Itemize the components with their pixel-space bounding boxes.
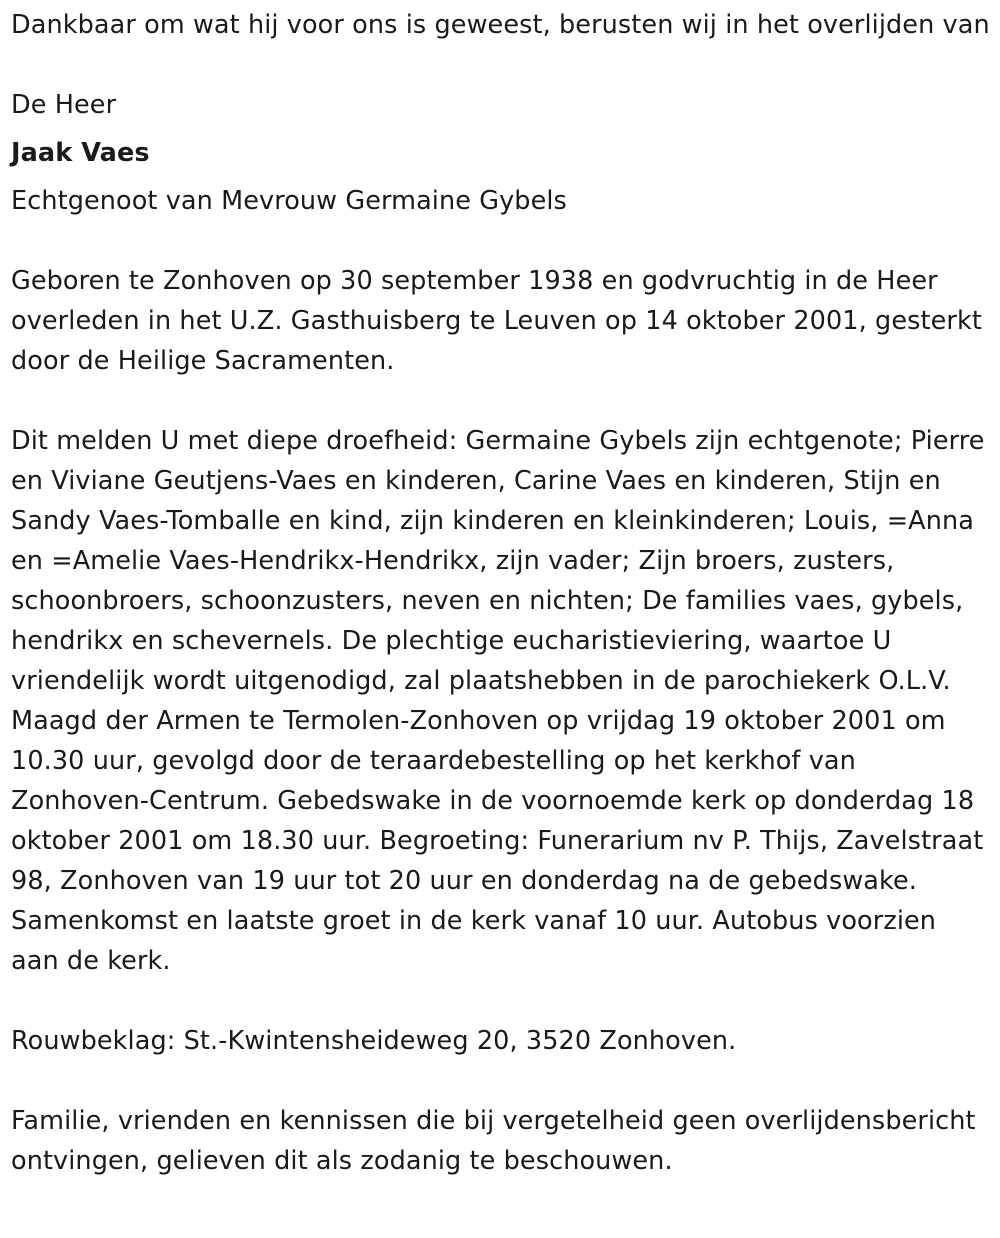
obituary-notice <box>11 5 991 1181</box>
intro-text: Dankbaar om wat hij voor ons is geweest, berusten wij in het overlijden van <box>11 10 990 40</box>
spouse-line: Echtgenoot van Mevrouw Germaine Gybels <box>11 186 567 216</box>
announcement-paragraph: Dit melden U met diepe droefheid: Germaine Gybels zijn echtgenote; Pierre en Viviane Geutjens-Vaes en kinderen, Carine Vaes en kinderen, Stijn en Sandy Vaes-Tomballe en kind, zijn kinderen en kleinkinderen; Louis, =Anna en =Amelie Vaes-Hendrikx-Hendrikx, zijn vader; Zijn broers, zusters, schoonbroers, schoonzusters, neven en nichten; De families vaes, gybels, hendrikx en schevernels. De plechtige eucharistieviering, waartoe U vriendelijk wordt uitgenodigd, zal plaatshebben in de parochiekerk O.L.V. Maagd der Armen te Termolen-Zonhoven op vrijdag 19 oktober 2001 om 10.30 uur, gevolgd door de teraardebestelling op het kerkhof van Zonhoven-Centrum. Gebedswake in de voornoemde kerk op donderdag 18 oktober 2001 om 18.30 uur. Begroeting: Funerarium nv P. Thijs, Zavelstraat 98, Zonhoven van 19 uur tot 20 uur en donderdag na de gebedswake. Samenkomst en laatste groet in de kerk vanaf 10 uur. Autobus voorzien aan de kerk. <box>11 426 985 976</box>
spacer <box>11 1061 991 1101</box>
closing-paragraph: Familie, vrienden en kennissen die bij vergetelheid geen overlijdensbericht ontvingen, gelieven dit als zodanig te beschouwen. <box>11 1106 976 1176</box>
spacer <box>11 381 991 421</box>
spacer <box>11 221 991 261</box>
spacer <box>11 45 991 85</box>
honorific-title: De Heer <box>11 90 117 120</box>
spacer <box>11 981 991 1021</box>
condolence-address: Rouwbeklag: St.-Kwintensheideweg 20, 3520 Zonhoven. <box>11 1026 737 1056</box>
deceased-name: Jaak Vaes <box>11 138 150 168</box>
birth-death-paragraph: Geboren te Zonhoven op 30 september 1938 en godvruchtig in de Heer overleden in het U.Z. Gasthuisberg te Leuven op 14 oktober 2001, gesterkt door de Heilige Sacramenten. <box>11 266 982 376</box>
